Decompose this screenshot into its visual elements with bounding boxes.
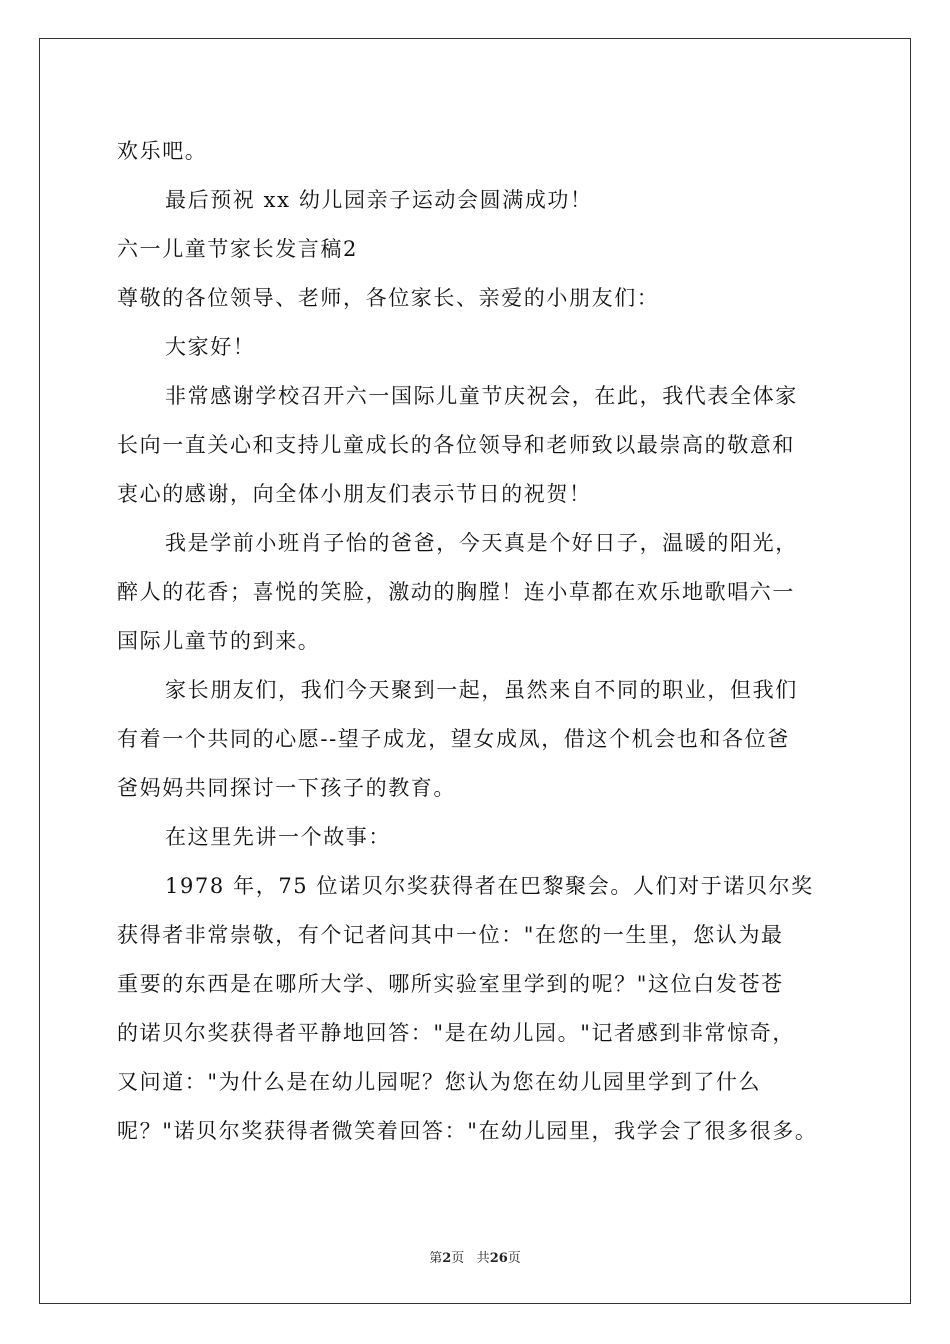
text-line: 国际儿童节的到来。: [117, 629, 321, 653]
text-line: 尊敬的各位领导、老师，各位家长、亲爱的小朋友们：: [117, 286, 660, 310]
text-line: 的诺贝尔奖获得者平静地回答："是在幼儿园。"记者感到非常惊奇，: [117, 1021, 795, 1045]
text-line: 大家好！: [165, 335, 256, 359]
text-line: 在这里先讲一个故事：: [165, 825, 391, 849]
page-footer: [0, 1247, 950, 1266]
text-line: 六一儿童节家长发言稿2: [117, 237, 358, 261]
text-line: 获得者非常崇敬，有个记者问其中一位："在您的一生里，您认为最: [117, 923, 784, 947]
text-line: 衷心的感谢，向全体小朋友们表示节日的祝贺！: [117, 482, 592, 506]
text-line: 爸妈妈共同探讨一下孩子的教育。: [117, 776, 456, 800]
text-line: 长向一直关心和支持儿童成长的各位领导和老师致以最崇高的敬意和: [117, 433, 795, 457]
text-line: 欢乐吧。: [117, 139, 208, 163]
text-line: 有着一个共同的心愿--望子成龙，望女成凤，借这个机会也和各位爸: [117, 727, 790, 751]
text-line: 呢？"诺贝尔奖获得者微笑着回答："在幼儿园里，我学会了很多很多。: [117, 1119, 818, 1143]
text-line: 醉人的花香；喜悦的笑脸，激动的胸膛！连小草都在欢乐地歌唱六一: [117, 580, 795, 604]
text-line: 重要的东西是在哪所大学、哪所实验室里学到的呢？"这位白发苍苍: [117, 972, 784, 996]
footer-total-prefix: 共: [476, 1251, 490, 1266]
footer-total-suffix: 页: [507, 1251, 521, 1266]
text-line: 1978 年，75 位诺贝尔奖获得者在巴黎聚会。人们对于诺贝尔奖: [165, 874, 814, 898]
current-page-number: 2: [442, 1251, 452, 1266]
total-page-count: 26: [489, 1251, 508, 1266]
footer-prefix: 第: [429, 1251, 443, 1266]
text-line: 我是学前小班肖子怡的爸爸，今天真是个好日子，温暖的阳光，: [165, 531, 798, 555]
text-line: 非常感谢学校召开六一国际儿童节庆祝会，在此，我代表全体家: [165, 384, 798, 408]
text-line: 家长朋友们，我们今天聚到一起，虽然来自不同的职业，但我们: [165, 678, 798, 702]
text-line: 又问道："为什么是在幼儿园呢？您认为您在幼儿园里学到了什么: [117, 1070, 762, 1094]
text-line: 最后预祝 xx 幼儿园亲子运动会圆满成功！: [165, 188, 593, 212]
document-body: [117, 127, 857, 1156]
footer-page-suffix: 页: [451, 1251, 465, 1266]
